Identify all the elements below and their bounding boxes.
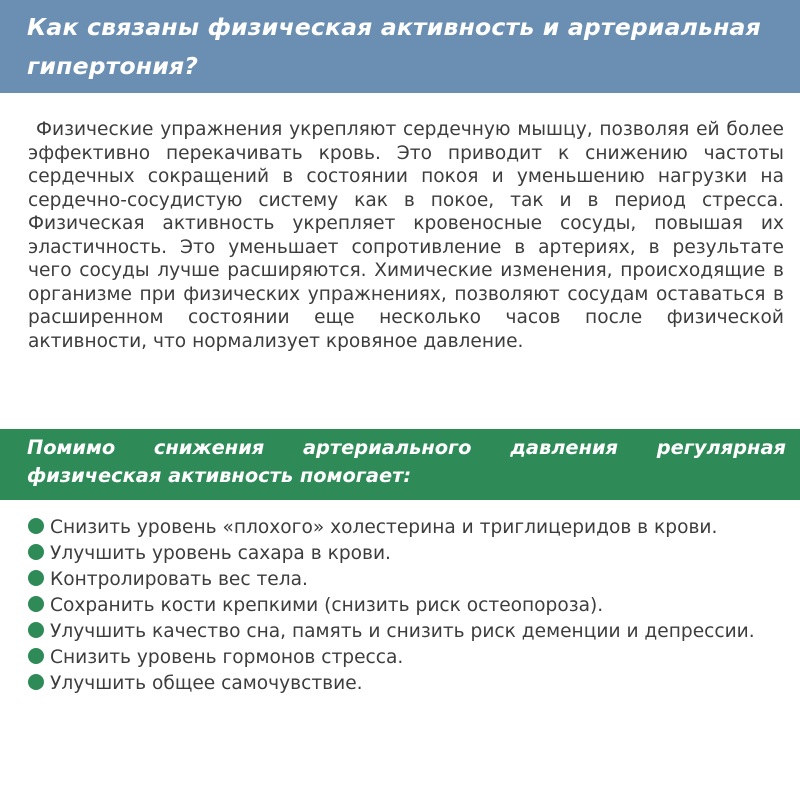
bullet-icon bbox=[28, 622, 44, 638]
benefits-header-band bbox=[0, 429, 800, 500]
bullet-icon bbox=[28, 518, 44, 534]
list-item-text: Контролировать вес тела. bbox=[50, 569, 308, 590]
list-item bbox=[28, 515, 784, 541]
bullet-icon bbox=[28, 596, 44, 612]
list-item-text: Сохранить кости крепкими (снизить риск остеопороза). bbox=[50, 595, 604, 616]
list-item bbox=[28, 671, 784, 697]
page-title: Как связаны физическая активность и артериальная гипертония? bbox=[27, 13, 761, 80]
header-band bbox=[0, 0, 800, 93]
bullet-icon bbox=[28, 570, 44, 586]
list-item bbox=[28, 593, 784, 619]
list-item-text: Улучшить уровень сахара в крови. bbox=[50, 543, 391, 564]
list-item bbox=[28, 645, 784, 671]
benefits-title: Помимо снижения артериального давления регулярная физическая активность помогает: bbox=[27, 436, 786, 487]
list-item-text: Снизить уровень «плохого» холестерина и триглицеридов в крови. bbox=[50, 517, 718, 538]
list-item-text: Снизить уровень гормонов стресса. bbox=[50, 647, 404, 668]
list-item-text: Улучшить качество сна, память и снизить риск деменции и депрессии. bbox=[50, 621, 755, 642]
benefits-list bbox=[28, 515, 784, 697]
list-item-text: Улучшить общее самочувствие. bbox=[50, 673, 363, 694]
bullet-icon bbox=[28, 544, 44, 560]
intro-paragraph: Физические упражнения укрепляют сердечную мышцу, позволяя ей более эффективно перекачивать кровь. Это приводит к снижению частоты сердечных сокращений в состоянии покоя и уменьшению нагрузки на сердечно-сосудистую систему как в покое, так и в период стресса. Физическая активность укрепляет кровеносные сосуды, повышая их эластичность. Это уменьшает сопротивление в артериях, в результате чего сосуды лучше расширяются. Химические изменения, происходящие в организме при физических упражнениях, позволяют сосудам оставаться в расширенном состоянии еще несколько часов после физической активности, что нормализует кровяное давление. bbox=[28, 119, 784, 352]
bullet-icon bbox=[28, 674, 44, 690]
list-item bbox=[28, 567, 784, 593]
bullet-icon bbox=[28, 648, 44, 664]
list-item bbox=[28, 541, 784, 567]
list-item bbox=[28, 619, 784, 645]
